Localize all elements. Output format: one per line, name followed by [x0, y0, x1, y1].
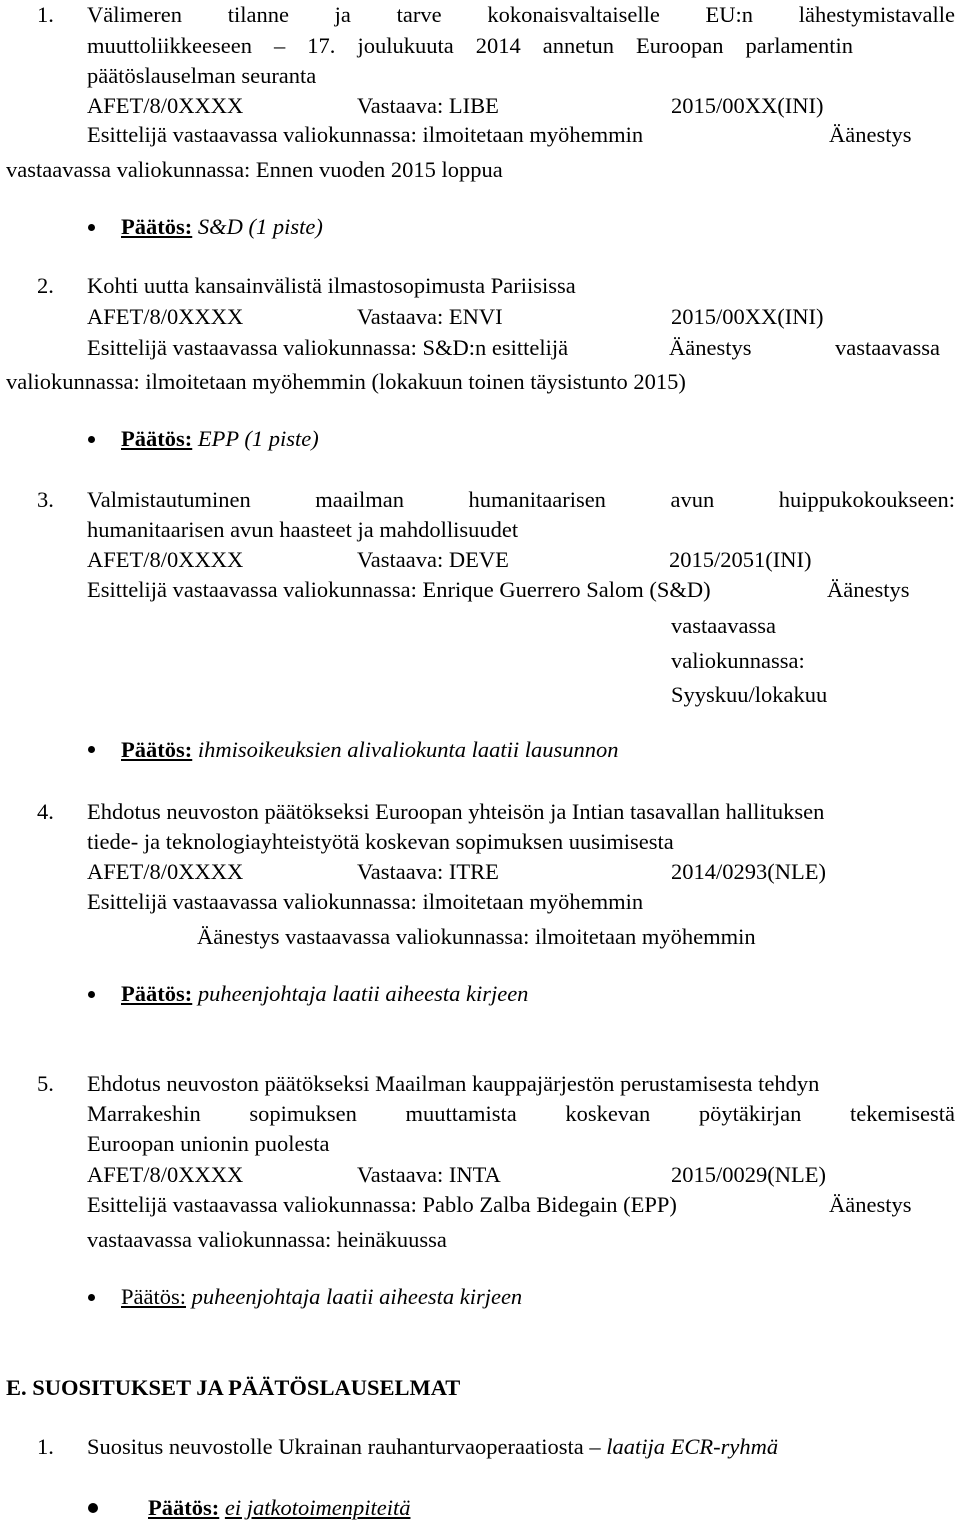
word: Euroopan: [636, 33, 724, 58]
item-2-vote-label: Äänestys: [669, 335, 752, 360]
word: –: [274, 33, 286, 58]
item-1-title-line-1: [87, 2, 955, 28]
word: Valmistautuminen: [87, 487, 251, 512]
word: tilanne: [227, 2, 289, 27]
item-3-title-line-1: [87, 487, 955, 513]
recommendation-author: laatija ECR-ryhmä: [606, 1434, 779, 1459]
item-2-title: Kohti uutta kansainvälistä ilmastosopimusta Pariisissa: [87, 273, 576, 298]
word: annetun: [542, 33, 614, 58]
item-2-rapporteur: Esittelijä vastaavassa valiokunnassa: S&D:n esittelijä: [87, 335, 569, 360]
item-3-number: 3.: [37, 487, 54, 512]
item-2-number: 2.: [37, 273, 54, 298]
item-1-number: 1.: [37, 2, 54, 27]
item-1-title-line-3: päätöslauselman seuranta: [87, 63, 317, 88]
item-1-rapporteur: Esittelijä vastaavassa valiokunnassa: ilmoitetaan myöhemmin: [87, 122, 644, 147]
decision-value: puheenjohtaja laatii aiheesta kirjeen: [191, 1284, 523, 1309]
bullet-icon: [88, 436, 95, 443]
item-2-vastaava: Vastaava: ENVI: [357, 304, 503, 329]
word: muuttoliikkeeseen: [87, 33, 252, 58]
word: lähestymistavalle: [798, 2, 955, 27]
word: kokonaisvaltaiselle: [487, 2, 660, 27]
item-1-procedure: 2015/00XX(INI): [671, 93, 824, 118]
decision-value: ihmisoikeuksien alivaliokunta laatii lausunnon: [197, 737, 619, 762]
bullet-icon: [88, 224, 95, 231]
bullet-icon: [88, 991, 95, 998]
item-1-vote-label: Äänestys: [829, 122, 912, 147]
decision-value: puheenjohtaja laatii aiheesta kirjeen: [197, 981, 529, 1006]
item-1-title-line-2: [87, 33, 853, 59]
item-1-vote-line: vastaavassa valiokunnassa: Ennen vuoden 2015 loppua: [6, 157, 503, 182]
word: joulukuuta: [357, 33, 454, 58]
item-5-vote-line: vastaavassa valiokunnassa: heinäkuussa: [87, 1227, 447, 1252]
item-3-vastaava: Vastaava: DEVE: [357, 547, 509, 572]
item-2-vote-word: vastaavassa: [835, 335, 940, 360]
decision-label: Päätös:: [121, 737, 193, 762]
word: EU:n: [705, 2, 754, 27]
item-5-title-line-2: [87, 1101, 955, 1127]
item-3-rapporteur: Esittelijä vastaavassa valiokunnassa: Enrique Guerrero Salom (S&D): [87, 577, 711, 602]
item-4-decision: [121, 981, 528, 1007]
word: avun: [670, 487, 715, 512]
bullet-icon: [88, 746, 95, 753]
word: muuttamista: [405, 1101, 517, 1126]
item-3-vote-line-3: Syyskuu/lokakuu: [671, 682, 828, 707]
item-4-title-line-1: Ehdotus neuvoston päätökseksi Euroopan yhteisön ja Intian tasavallan hallituksen: [87, 799, 825, 824]
word: Marrakeshin: [87, 1101, 201, 1126]
item-4-title-line-2: tiede- ja teknologiayhteistyötä koskevan sopimuksen uusimisesta: [87, 829, 674, 854]
word: tarve: [396, 2, 442, 27]
item-4-reference: AFET/8/0XXXX: [87, 859, 244, 884]
item-5-title-line-1: Ehdotus neuvoston päätökseksi Maailman kauppajärjestön perustamisesta tehdyn: [87, 1071, 820, 1096]
item-4-vastaava: Vastaava: ITRE: [357, 859, 499, 884]
item-3-vote-label: Äänestys: [827, 577, 910, 602]
decision-label: Päätös:: [121, 1284, 186, 1309]
item-3-decision: [121, 737, 618, 763]
section-e-heading: E. SUOSITUKSET JA PÄÄTÖSLAUSELMAT: [6, 1375, 461, 1400]
decision-value: ei jatkotoimenpiteitä: [224, 1495, 411, 1520]
item-5-decision: [121, 1284, 522, 1310]
word: 17.: [307, 33, 336, 58]
item-5-title-line-3: Euroopan unionin puolesta: [87, 1131, 330, 1156]
dash: –: [589, 1434, 601, 1459]
item-3-vote-line-1: vastaavassa: [671, 613, 776, 638]
word: humanitaarisen: [468, 487, 606, 512]
decision-value: EPP (1 piste): [197, 426, 319, 451]
decision-label: Päätös:: [148, 1495, 220, 1520]
bullet-icon: [88, 1294, 95, 1301]
word: huippukokoukseen:: [778, 487, 955, 512]
decision-label: Päätös:: [121, 981, 193, 1006]
decision-label: Päätös:: [121, 426, 193, 451]
item-3-reference: AFET/8/0XXXX: [87, 547, 244, 572]
item-5-number: 5.: [37, 1071, 54, 1096]
decision-value: S&D (1 piste): [197, 214, 323, 239]
item-5-rapporteur: Esittelijä vastaavassa valiokunnassa: Pablo Zalba Bidegain (EPP): [87, 1192, 677, 1217]
item-5-vote-label: Äänestys: [829, 1192, 912, 1217]
word: 2014: [475, 33, 521, 58]
item-3-procedure: 2015/2051(INI): [669, 547, 812, 572]
item-3-title-line-2: humanitaarisen avun haasteet ja mahdollisuudet: [87, 517, 519, 542]
item-4-rapporteur: Esittelijä vastaavassa valiokunnassa: ilmoitetaan myöhemmin: [87, 889, 644, 914]
word: sopimuksen: [249, 1101, 357, 1126]
item-2-vote-line: valiokunnassa: ilmoitetaan myöhemmin (lokakuun toinen täysistunto 2015): [6, 369, 686, 394]
section-e-item-1-decision: [148, 1495, 410, 1521]
item-5-vastaava: Vastaava: INTA: [357, 1162, 501, 1187]
word: Välimeren: [87, 2, 182, 27]
item-5-procedure: 2015/0029(NLE): [671, 1162, 826, 1187]
word: tekemisestä: [850, 1101, 955, 1126]
item-3-vote-line-2: valiokunnassa:: [671, 648, 805, 673]
recommendation-title: Suositus neuvostolle Ukrainan rauhanturvaoperaatiosta: [87, 1434, 584, 1459]
item-1-reference: AFET/8/0XXXX: [87, 93, 244, 118]
word: ja: [334, 2, 351, 27]
item-2-decision: [121, 426, 319, 452]
word: maailman: [315, 487, 404, 512]
word: parlamentin: [745, 33, 853, 58]
word: koskevan: [565, 1101, 651, 1126]
section-e-item-1-number: 1.: [37, 1434, 54, 1459]
section-e-item-1-title: [87, 1434, 778, 1460]
bullet-icon: [88, 1503, 98, 1513]
word: pöytäkirjan: [698, 1101, 802, 1126]
item-1-decision: [121, 214, 323, 240]
item-1-vastaava: Vastaava: LIBE: [357, 93, 499, 118]
item-2-procedure: 2015/00XX(INI): [671, 304, 824, 329]
decision-label: Päätös:: [121, 214, 193, 239]
item-2-reference: AFET/8/0XXXX: [87, 304, 244, 329]
item-4-procedure: 2014/0293(NLE): [671, 859, 826, 884]
item-5-reference: AFET/8/0XXXX: [87, 1162, 244, 1187]
item-4-number: 4.: [37, 799, 54, 824]
item-4-vote-line: Äänestys vastaavassa valiokunnassa: ilmoitetaan myöhemmin: [197, 924, 756, 949]
